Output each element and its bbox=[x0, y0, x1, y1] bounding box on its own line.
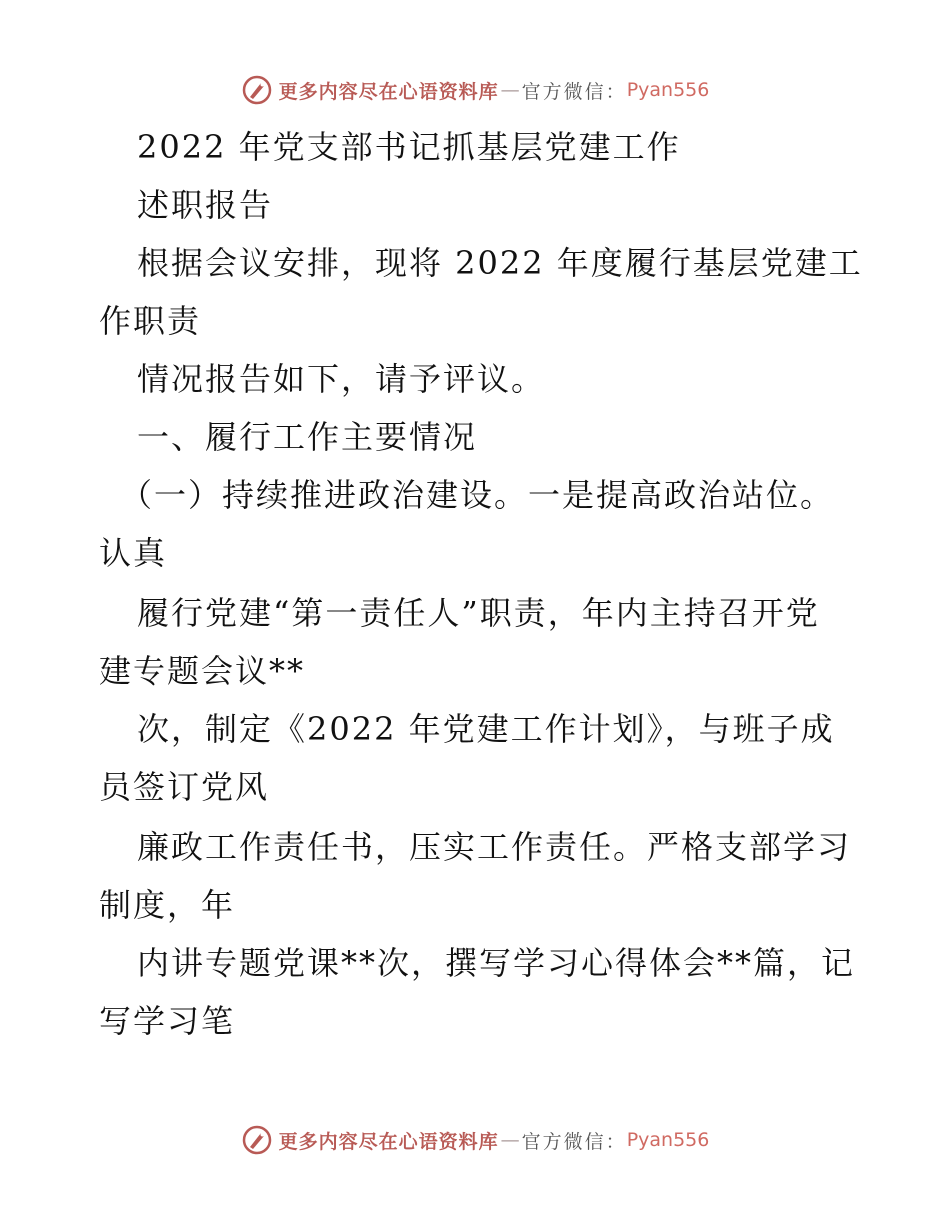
paragraph-line: 情况报告如下，请予评议。 bbox=[137, 360, 546, 398]
paragraph-line: 根据会议安排，现将 2022 年度履行基层党建工 bbox=[137, 244, 863, 282]
subsection-heading: （一）持续推进政治建设。一是提高政治站位。 bbox=[120, 476, 835, 514]
paragraph-line: 履行党建“第一责任人”职责，年内主持召开党 bbox=[137, 594, 820, 632]
paragraph-line: 廉政工作责任书，压实工作责任。严格支部学习 bbox=[137, 828, 852, 866]
watermark-banner-bottom bbox=[0, 1120, 950, 1160]
paragraph-line: 员签订党风 bbox=[99, 768, 270, 806]
paragraph-line: 写学习笔 bbox=[99, 1002, 236, 1040]
document-title-line-2: 述职报告 bbox=[137, 186, 274, 224]
paragraph-line: 认真 bbox=[99, 534, 168, 572]
watermark-main-text: 更多内容尽在心语资料库 bbox=[278, 1130, 499, 1153]
paragraph-line: 制度，年 bbox=[99, 886, 236, 924]
document-title-line-1: 2022 年党支部书记抓基层党建工作 bbox=[137, 128, 681, 166]
paragraph-line: 作职责 bbox=[99, 302, 202, 340]
paragraph-line: 次，制定《2022 年党建工作计划》，与班子成 bbox=[137, 710, 835, 748]
watermark-id: Pyan556 bbox=[626, 1129, 710, 1151]
watermark-separator: — bbox=[500, 1129, 520, 1151]
watermark-main-text: 更多内容尽在心语资料库 bbox=[278, 80, 499, 103]
pen-logo-icon bbox=[241, 1124, 273, 1156]
watermark-label: 官方微信： bbox=[521, 1130, 627, 1153]
watermark-banner-top bbox=[0, 70, 950, 110]
watermark-separator: — bbox=[500, 79, 520, 101]
watermark-label: 官方微信： bbox=[521, 80, 627, 103]
watermark-id: Pyan556 bbox=[626, 79, 710, 101]
paragraph-line: 建专题会议** bbox=[99, 652, 306, 690]
section-heading: 一、履行工作主要情况 bbox=[137, 418, 478, 456]
paragraph-line: 内讲专题党课**次，撰写学习心得体会**篇，记 bbox=[137, 944, 856, 982]
pen-logo-icon bbox=[241, 74, 273, 106]
